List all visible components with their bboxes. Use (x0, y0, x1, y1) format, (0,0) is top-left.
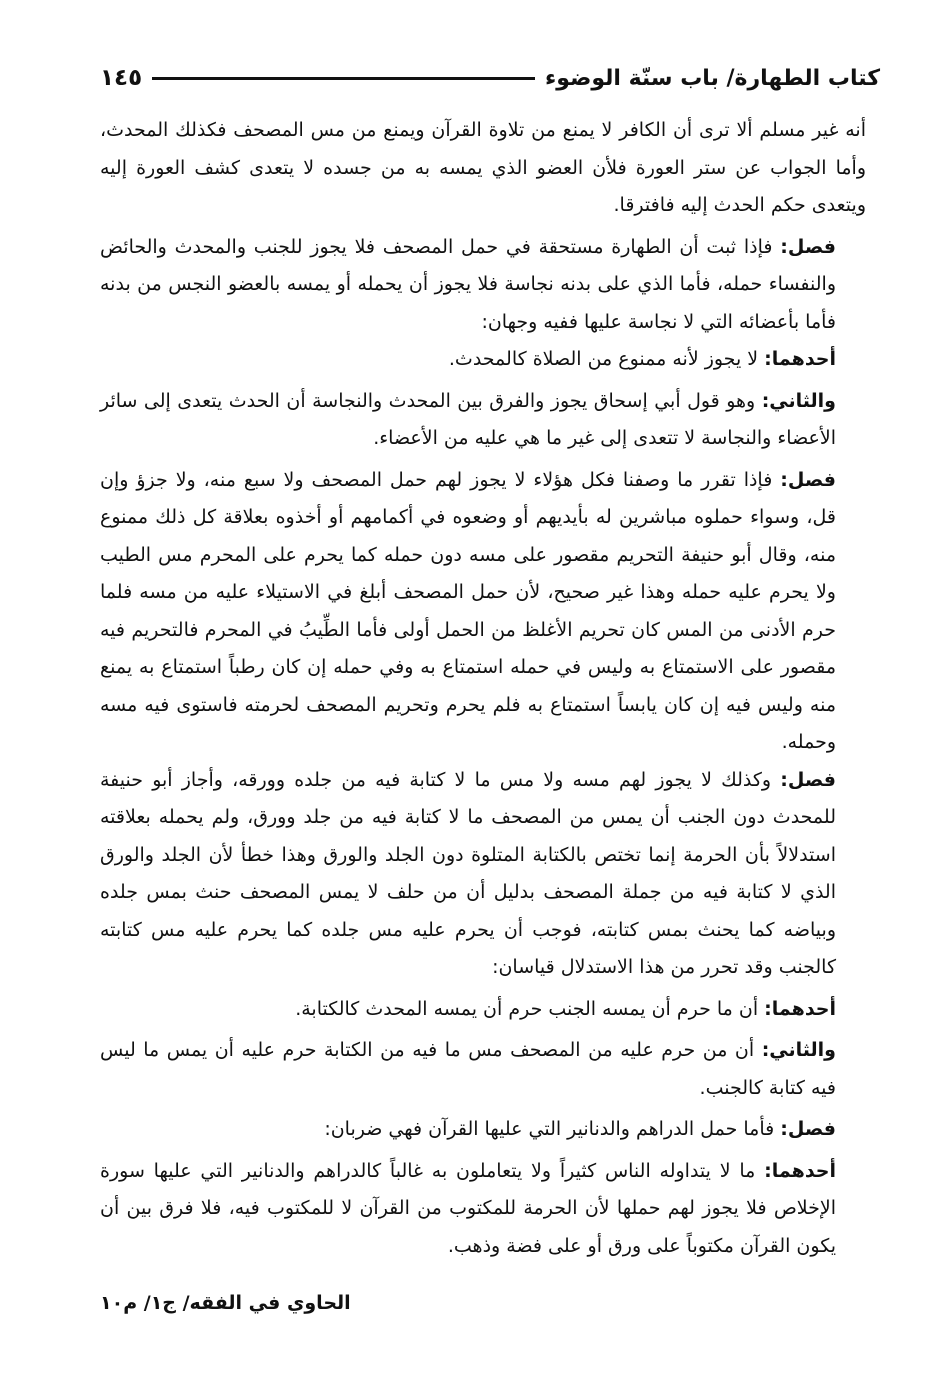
page-number: ١٤٥ (100, 65, 143, 91)
paragraph (100, 991, 866, 1029)
paragraph-text: أن ما حرم أن يمسه الجنب حرم أن يمسه المحدث كالكتابة. (295, 997, 759, 1020)
paragraph (100, 383, 866, 458)
paragraph (100, 1153, 866, 1266)
page-body (100, 112, 866, 1265)
paragraph (100, 112, 866, 225)
paragraph-text: فأما حمل الدراهم والدنانير التي عليها القرآن فهي ضربان: (324, 1118, 775, 1140)
section-label: فصل: (780, 768, 837, 791)
paragraph (100, 229, 866, 342)
paragraph-text: أن من حرم عليه من المصحف مس ما فيه من الكتابة حرم عليه أن يمس ما ليس فيه كتابة كالجنب. (100, 1039, 836, 1099)
section-label: فصل: (780, 235, 836, 258)
page-footer (100, 1292, 351, 1314)
section-label: والثاني: (761, 1039, 836, 1061)
paragraph-text: وهو قول أبي إسحاق يجوز والفرق بين المحدث والنجاسة أن الحدث يتعدى إلى سائر الأعضاء والنجاسة لا تتعدى إلى غير ما هي عليه من الأعضاء. (100, 389, 836, 449)
paragraph (100, 762, 866, 987)
paragraph-text: وكذلك لا يجوز لهم مسه ولا مس ما لا كتابة فيه من جلده وورقه، وأجاز أبو حنيفة للمحدث دون الجنب أن يمس من المصحف ما لا كتابة فيه من جلد وورق، ولم يحمله بعلاقته استدلالاً بأن الحرمة إنما تختص بالكتابة المتلوة دون الجلد والورق وهذا خطأ لأن الجلد والورق الذي لا كتابة فيه من جملة المصحف بدليل أن من حلف لا يمس المصحف حنث بمس جلده وبياضه كما يحنث بمس كتابته، فوجب أن يحرم عليه مس جلده كما يحرم عليه مس كتابته كالجنب وقد تحرر من هذا الاستدلال قياسان: (100, 768, 836, 978)
paragraph (100, 1111, 866, 1149)
running-title: كتاب الطهارة/ باب سنّة الوضوء (545, 65, 880, 91)
paragraph (100, 341, 866, 379)
footer-signature: الحاوي في الفقه/ ج١/ م١٠ (100, 1292, 351, 1314)
section-label: فصل: (780, 468, 836, 491)
section-label: والثاني: (761, 389, 836, 412)
paragraph-text: فإذا تقرر ما وصفنا فكل هؤلاء لا يجوز لهم حمل المصحف ولا سبع منه، ولا جزؤ وإن قل، وسواء حملوه مباشرين له بأيديهم أو وضعوه في أكمامهم أو أخذوه بعلاقة كل ذلك ممنوع منه، وقال أبو حنيفة التحريم مقصور على مسه دون حمله كما يحرم على المحرم مس الطيب ولا يحرم عليه حمله وهذا غير صحيح، لأن حمل المصحف أبلغ في الاستيلاء عليه من مسه فلما حرم الأدنى من المس كان تحريم الأغلظ من الحمل أولى فأما الطِّيبُ في المحرم فالتحريم فيه مقصور على الاستمتاع به وليس في حمله استمتاع به وفي حمله إن كان رطباً استمتاع به يمنع منه وليس فيه إن كان يابساً استمتاع به فلم يحرم وتحريم المصحف لحرمته فاستوى فيه مسه وحمله. (100, 468, 836, 753)
section-label: أحدهما: (764, 348, 836, 370)
paragraph-text: لا يجوز لأنه ممنوع من الصلاة كالمحدث. (448, 348, 759, 370)
section-label: أحدهما: (764, 997, 836, 1020)
section-label: فصل: (780, 1118, 836, 1140)
page-header (100, 60, 880, 96)
header-rule (152, 77, 535, 80)
paragraph-text: فإذا ثبت أن الطهارة مستحقة في حمل المصحف فلا يجوز للجنب والمحدث والحائض والنفساء حمله، فأما الذي على بدنه نجاسة فلا يجوز أن يحمله أو يمسه بالعضو النجس من بدنه فأما بأعضائه التي لا نجاسة عليها ففيه وجهان: (100, 235, 836, 333)
paragraph-text: أنه غير مسلم ألا ترى أن الكافر لا يمنع من تلاوة القرآن ويمنع من مس المصحف فكذلك المحدث، وأما الجواب عن ستر العورة فلأن العضو الذي يمسه به من جسده لا يتعدى كشف العورة إليه ويتعدى حكم الحدث إليه فافترقا. (100, 119, 866, 216)
paragraph-text: ما لا يتداوله الناس كثيراً ولا يتعاملون به غالباً كالدراهم والدنانير التي عليها سورة الإخلاص فلا يجوز لهم حملها لأن الحرمة للمكتوب من القرآن لا للمكتوب فيه، فلا فرق بين أن يكون القرآن مكتوباً على ورق أو على فضة وذهب. (100, 1159, 836, 1257)
paragraph (100, 462, 866, 762)
paragraph (100, 1032, 866, 1107)
section-label: أحدهما: (764, 1159, 836, 1182)
